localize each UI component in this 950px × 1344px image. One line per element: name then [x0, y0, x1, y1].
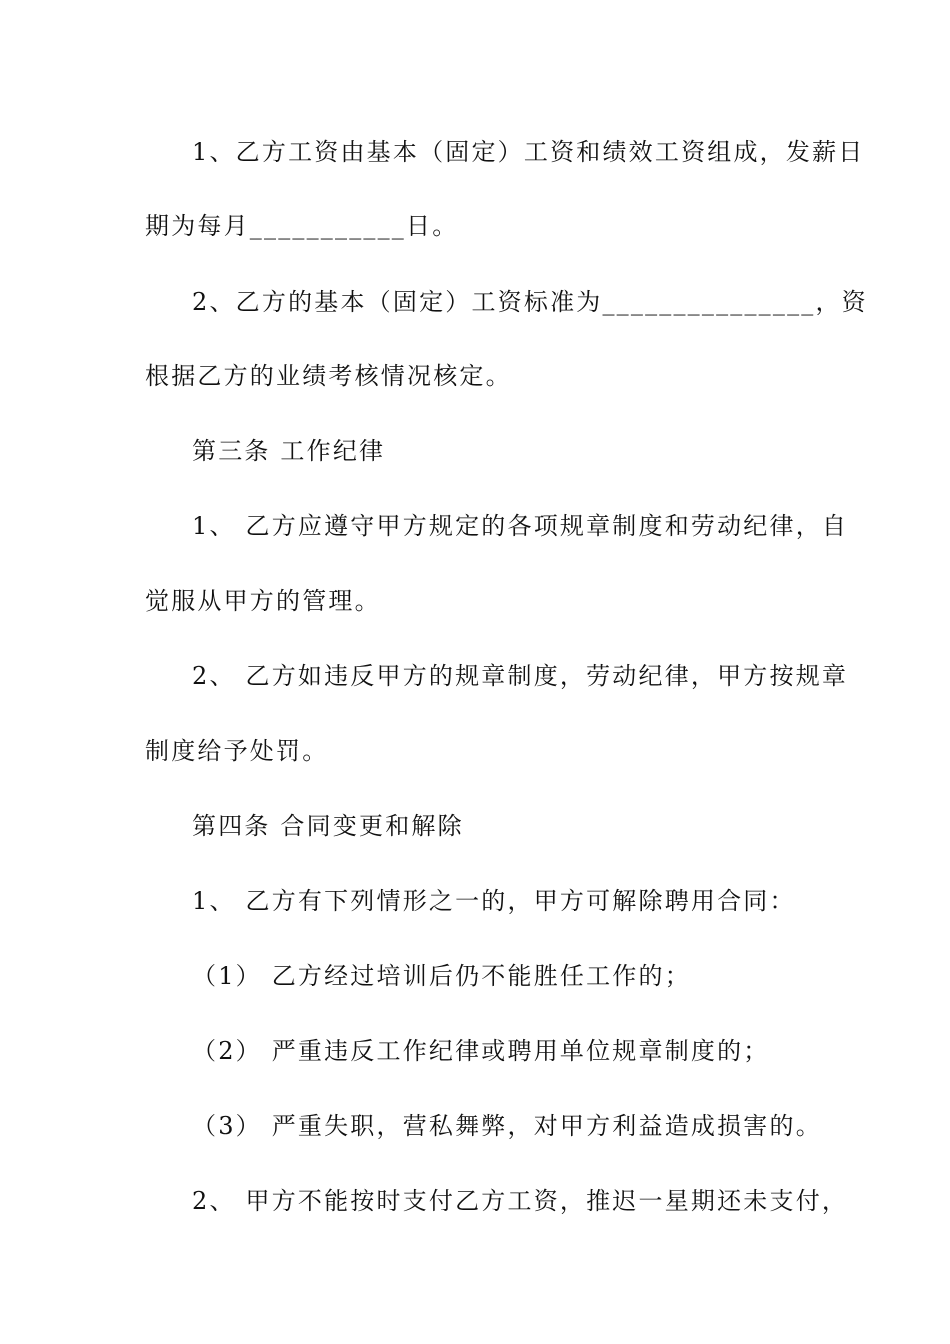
article-4-item-2-line-1: 2、 甲方不能按时支付乙方工资，推迟一星期还未支付， — [192, 1187, 849, 1215]
article-3-item-2-line-1: 2、 乙方如违反甲方的规章制度，劳动纪律，甲方按规章 — [192, 662, 849, 690]
article-3-item-2-line-2: 制度给予处罚。 — [145, 737, 329, 765]
article-3-item-1-line-2: 觉服从甲方的管理。 — [145, 587, 381, 615]
article-4-subitem-1: （1） 乙方经过培训后仍不能胜任工作的； — [192, 962, 691, 990]
article-3-heading: 第三条 工作纪律 — [192, 437, 386, 465]
clause-1-line-2: 期为每月___________日。 — [145, 212, 459, 240]
article-4-subitem-3: （3） 严重失职，营私舞弊，对甲方利益造成损害的。 — [192, 1112, 822, 1140]
clause-2-line-2: 根据乙方的业绩考核情况核定。 — [145, 362, 512, 390]
clause-2-line-1: 2、乙方的基本（固定）工资标准为_______________，资 — [192, 288, 868, 316]
article-4-heading: 第四条 合同变更和解除 — [192, 812, 464, 840]
clause-1-line-1: 1、乙方工资由基本（固定）工资和绩效工资组成，发薪日 — [192, 138, 865, 166]
article-3-item-1-line-1: 1、 乙方应遵守甲方规定的各项规章制度和劳动纪律，自 — [192, 512, 849, 540]
article-4-item-1: 1、 乙方有下列情形之一的，甲方可解除聘用合同： — [192, 887, 796, 915]
article-4-subitem-2: （2） 严重违反工作纪律或聘用单位规章制度的； — [192, 1037, 770, 1065]
